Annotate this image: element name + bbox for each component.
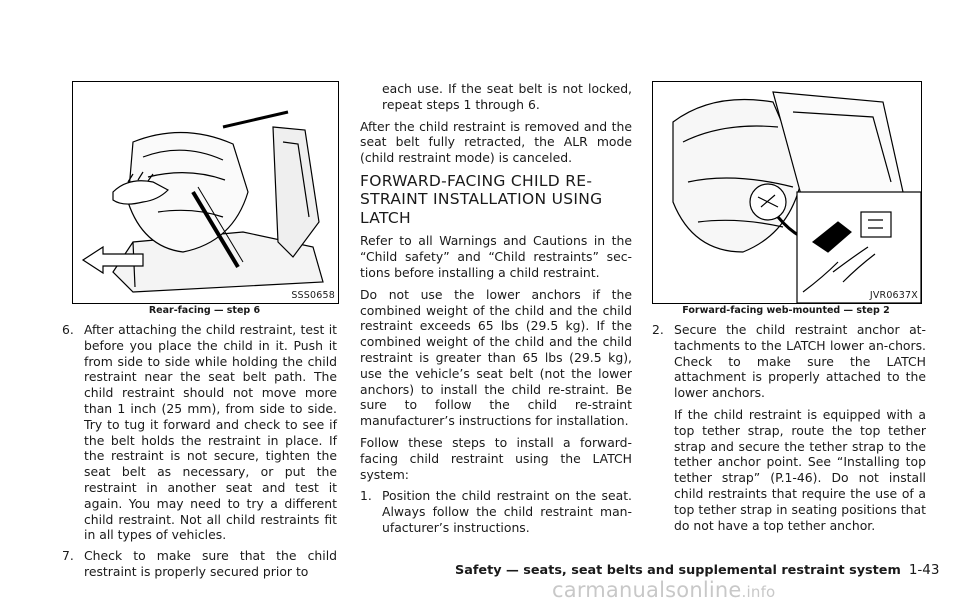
paragraph: Do not use the lower anchors if the combined weight of the child and the child restraint exceeds 65 lbs (29.5 kg). If the combined weight of the child and the child restraint is greater than 65 lbs (29.5 kg), use the vehicle’s seat belt (not the lower anchors) to install the child re-straint. Be sure to follow the child re-straint manufacturer’s instructions for installation. <box>360 286 632 429</box>
page-number: 1-43 <box>908 562 940 578</box>
list-item <box>62 548 337 580</box>
step-text: Position the child restraint on the seat. Always follow the child restraint man-ufacturer’s instructions. <box>382 488 632 536</box>
step-text: After attaching the child restraint, test it before you place the child in it. Push it from side to side while holding the child restraint near the seat belt path. The child restraint should not move more than 1 inch (25 mm), from side to side. Try to tug it forward and check to see if the belt holds the restraint in place. If the restraint is not secure, tighten the seat belt as necessary, or put the restraint in another seat and test it again. You may need to try a different child restraint. Not all child restraints fit in all types of vehicles. <box>84 322 337 543</box>
page-footer <box>455 562 939 578</box>
paragraph: Refer to all Warnings and Cautions in the “Child safety” and “Child restraints” sec-tions before installing a child restraint. <box>360 233 632 281</box>
step-body <box>674 322 926 539</box>
footer-section-title: Safety — seats, seat belts and supplemental restraint system <box>455 563 901 578</box>
paragraph: After the child restraint is removed and the seat belt fully retracted, the ALR mode (child restraint mode) is canceled. <box>360 118 632 166</box>
figure-caption: Rear-facing — step 6 <box>148 305 261 316</box>
middle-text <box>360 81 632 541</box>
step-number: 6. <box>62 322 74 337</box>
step-number: 7. <box>62 548 74 564</box>
list-item <box>652 322 926 539</box>
section-heading: FORWARD-FACING CHILD RE-STRAINT INSTALLATION USING LATCH <box>360 171 603 227</box>
watermark-tld: .info <box>741 583 776 601</box>
right-text <box>652 322 926 544</box>
step-text: Secure the child restraint anchor at-tachments to the LATCH lower an-chors. Check to make sure the LATCH attachment is properly attached to the lower anchors. <box>674 322 926 401</box>
step-text: Check to make sure that the child restraint is properly secured prior to <box>84 548 337 579</box>
figure-forward-facing-step2 <box>652 81 922 304</box>
step7-continuation: each use. If the seat belt is not locked, repeat steps 1 through 6. <box>382 81 632 112</box>
figure-rear-facing-step6 <box>72 81 339 304</box>
watermark-main: carmanualsonline <box>552 578 742 602</box>
figure-code: JVR0637X <box>869 290 918 301</box>
step-number: 1. <box>360 488 372 504</box>
illustration-rear-facing-seat <box>73 82 338 303</box>
step-paragraph: If the child restraint is equipped with a top tether strap, route the top tether strap and secure the tether strap to the tether anchor point. See “Installing top tether strap” (P.1-46). Do not install child restraints that require the use of a top tether strap in seating positions that do not have a top tether anchor. <box>674 406 926 533</box>
figure-code: SSS0658 <box>291 290 335 301</box>
paragraph: Follow these steps to install a forward-facing child restraint using the LATCH system: <box>360 435 632 482</box>
list-item <box>62 322 337 543</box>
list-item <box>360 488 632 535</box>
watermark <box>552 578 775 602</box>
illustration-latch-anchor <box>653 82 921 303</box>
step-number: 2. <box>652 322 664 337</box>
step-list <box>62 322 337 585</box>
figure-caption: Forward-facing web-mounted — step 2 <box>682 305 890 316</box>
